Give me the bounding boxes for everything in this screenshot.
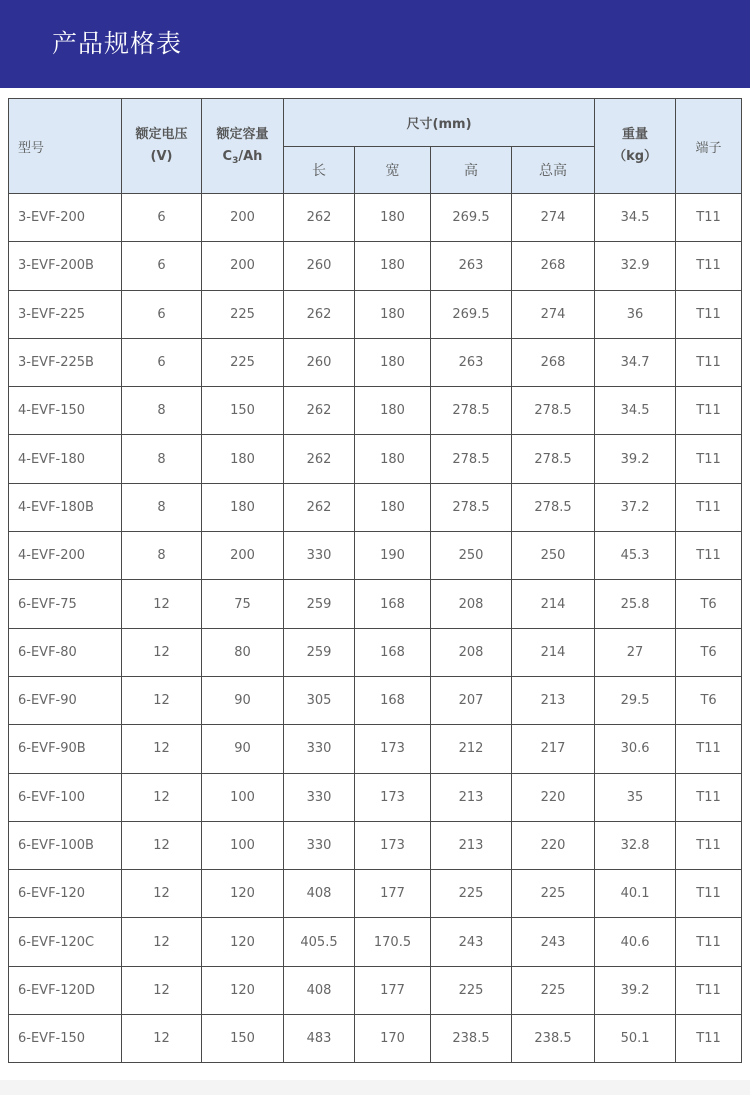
- cell-height: 208: [431, 580, 512, 628]
- table-row: [9, 628, 742, 676]
- cell-height: 212: [431, 725, 512, 773]
- cell-height: 278.5: [431, 435, 512, 483]
- cell-model: 6-EVF-90B: [9, 725, 122, 773]
- cell-width: 177: [355, 870, 431, 918]
- cell-total-height: 278.5: [512, 435, 595, 483]
- cell-weight: 32.9: [595, 242, 676, 290]
- cell-capacity: 75: [202, 580, 284, 628]
- cell-terminal: T11: [676, 532, 742, 580]
- cell-width: 190: [355, 532, 431, 580]
- cell-width: 173: [355, 821, 431, 869]
- cell-capacity: 200: [202, 194, 284, 242]
- cell-model: 6-EVF-120: [9, 870, 122, 918]
- cell-width: 180: [355, 338, 431, 386]
- cell-width: 168: [355, 676, 431, 724]
- cell-total-height: 225: [512, 966, 595, 1014]
- cell-weight: 37.2: [595, 483, 676, 531]
- cell-width: 180: [355, 290, 431, 338]
- cell-weight: 34.5: [595, 194, 676, 242]
- cell-voltage: 12: [122, 821, 202, 869]
- cell-voltage: 12: [122, 676, 202, 724]
- cell-terminal: T11: [676, 242, 742, 290]
- header-weight-label: 重量: [622, 127, 649, 142]
- cell-voltage: 12: [122, 870, 202, 918]
- cell-length: 259: [284, 628, 355, 676]
- header-total-height: 总高: [512, 147, 595, 194]
- cell-height: 269.5: [431, 290, 512, 338]
- cell-length: 260: [284, 338, 355, 386]
- cell-total-height: 278.5: [512, 387, 595, 435]
- table-header: [9, 99, 742, 194]
- cell-height: 278.5: [431, 387, 512, 435]
- cell-terminal: T11: [676, 194, 742, 242]
- cell-model: 6-EVF-75: [9, 580, 122, 628]
- header-capacity-ah: /Ah: [238, 149, 263, 164]
- cell-height: 243: [431, 918, 512, 966]
- cell-model: 4-EVF-200: [9, 532, 122, 580]
- cell-height: 208: [431, 628, 512, 676]
- table-body: [9, 194, 742, 1063]
- cell-length: 483: [284, 1015, 355, 1063]
- header-height: 高: [431, 147, 512, 194]
- title-banner: [0, 0, 750, 88]
- table-row: [9, 387, 742, 435]
- cell-total-height: 274: [512, 290, 595, 338]
- cell-total-height: 214: [512, 628, 595, 676]
- cell-voltage: 12: [122, 1015, 202, 1063]
- header-weight-unit: （kg）: [613, 149, 658, 164]
- cell-height: 269.5: [431, 194, 512, 242]
- cell-weight: 50.1: [595, 1015, 676, 1063]
- cell-length: 260: [284, 242, 355, 290]
- table-row: [9, 773, 742, 821]
- spec-table: [8, 98, 742, 1063]
- cell-weight: 39.2: [595, 966, 676, 1014]
- cell-height: 225: [431, 966, 512, 1014]
- cell-weight: 29.5: [595, 676, 676, 724]
- cell-total-height: 225: [512, 870, 595, 918]
- header-width: 宽: [355, 147, 431, 194]
- cell-model: 6-EVF-90: [9, 676, 122, 724]
- cell-voltage: 8: [122, 532, 202, 580]
- cell-width: 177: [355, 966, 431, 1014]
- cell-height: 263: [431, 242, 512, 290]
- cell-voltage: 12: [122, 918, 202, 966]
- cell-width: 180: [355, 483, 431, 531]
- cell-capacity: 80: [202, 628, 284, 676]
- cell-length: 330: [284, 532, 355, 580]
- cell-capacity: 180: [202, 483, 284, 531]
- page-title: 产品规格表: [52, 29, 183, 58]
- cell-height: 238.5: [431, 1015, 512, 1063]
- cell-total-height: 274: [512, 194, 595, 242]
- cell-weight: 30.6: [595, 725, 676, 773]
- cell-width: 170.5: [355, 918, 431, 966]
- table-row: [9, 870, 742, 918]
- cell-total-height: 214: [512, 580, 595, 628]
- cell-capacity: 120: [202, 870, 284, 918]
- cell-total-height: 217: [512, 725, 595, 773]
- cell-length: 305: [284, 676, 355, 724]
- cell-weight: 35: [595, 773, 676, 821]
- cell-voltage: 8: [122, 435, 202, 483]
- header-voltage-label: 额定电压: [135, 127, 188, 142]
- table-row: [9, 242, 742, 290]
- cell-width: 180: [355, 194, 431, 242]
- cell-capacity: 90: [202, 725, 284, 773]
- table-row: [9, 194, 742, 242]
- cell-terminal: T11: [676, 821, 742, 869]
- table-row: [9, 483, 742, 531]
- cell-weight: 36: [595, 290, 676, 338]
- cell-width: 173: [355, 725, 431, 773]
- cell-model: 3-EVF-225: [9, 290, 122, 338]
- cell-width: 170: [355, 1015, 431, 1063]
- table-row: [9, 966, 742, 1014]
- cell-voltage: 8: [122, 483, 202, 531]
- table-row: [9, 676, 742, 724]
- cell-height: 207: [431, 676, 512, 724]
- cell-length: 330: [284, 773, 355, 821]
- cell-length: 259: [284, 580, 355, 628]
- cell-height: 250: [431, 532, 512, 580]
- cell-terminal: T11: [676, 483, 742, 531]
- header-weight: [595, 99, 676, 194]
- cell-model: 3-EVF-200B: [9, 242, 122, 290]
- cell-voltage: 6: [122, 242, 202, 290]
- cell-model: 4-EVF-150: [9, 387, 122, 435]
- cell-model: 4-EVF-180: [9, 435, 122, 483]
- cell-width: 168: [355, 628, 431, 676]
- cell-capacity: 120: [202, 966, 284, 1014]
- cell-voltage: 12: [122, 966, 202, 1014]
- cell-terminal: T11: [676, 966, 742, 1014]
- cell-terminal: T6: [676, 580, 742, 628]
- cell-model: 3-EVF-200: [9, 194, 122, 242]
- cell-voltage: 6: [122, 338, 202, 386]
- cell-length: 262: [284, 194, 355, 242]
- table-row: [9, 725, 742, 773]
- cell-terminal: T11: [676, 725, 742, 773]
- cell-terminal: T11: [676, 338, 742, 386]
- header-capacity: [202, 99, 284, 194]
- cell-model: 6-EVF-100B: [9, 821, 122, 869]
- cell-terminal: T11: [676, 435, 742, 483]
- cell-width: 168: [355, 580, 431, 628]
- cell-height: 225: [431, 870, 512, 918]
- cell-width: 180: [355, 387, 431, 435]
- header-length: 长: [284, 147, 355, 194]
- cell-weight: 27: [595, 628, 676, 676]
- cell-capacity: 90: [202, 676, 284, 724]
- cell-terminal: T11: [676, 918, 742, 966]
- cell-width: 173: [355, 773, 431, 821]
- cell-voltage: 6: [122, 194, 202, 242]
- cell-length: 408: [284, 966, 355, 1014]
- cell-length: 262: [284, 435, 355, 483]
- cell-terminal: T11: [676, 1015, 742, 1063]
- cell-model: 6-EVF-120D: [9, 966, 122, 1014]
- cell-weight: 25.8: [595, 580, 676, 628]
- cell-length: 405.5: [284, 918, 355, 966]
- cell-terminal: T11: [676, 290, 742, 338]
- cell-total-height: 250: [512, 532, 595, 580]
- cell-capacity: 120: [202, 918, 284, 966]
- cell-length: 408: [284, 870, 355, 918]
- cell-capacity: 225: [202, 338, 284, 386]
- header-dimensions: 尺寸(mm): [284, 99, 595, 147]
- cell-capacity: 200: [202, 532, 284, 580]
- cell-model: 6-EVF-120C: [9, 918, 122, 966]
- cell-terminal: T11: [676, 773, 742, 821]
- cell-terminal: T6: [676, 628, 742, 676]
- header-capacity-subscript: 3: [232, 156, 239, 166]
- cell-height: 213: [431, 773, 512, 821]
- table-row: [9, 435, 742, 483]
- table-row: [9, 918, 742, 966]
- header-capacity-unit: [202, 146, 283, 168]
- cell-length: 262: [284, 483, 355, 531]
- cell-voltage: 12: [122, 628, 202, 676]
- cell-capacity: 225: [202, 290, 284, 338]
- table-row: [9, 338, 742, 386]
- cell-capacity: 100: [202, 773, 284, 821]
- cell-terminal: T6: [676, 676, 742, 724]
- cell-terminal: T11: [676, 387, 742, 435]
- cell-model: 3-EVF-225B: [9, 338, 122, 386]
- header-capacity-c: C: [222, 149, 233, 164]
- cell-total-height: 220: [512, 773, 595, 821]
- cell-height: 263: [431, 338, 512, 386]
- cell-voltage: 12: [122, 725, 202, 773]
- header-model: 型号: [9, 99, 122, 194]
- cell-weight: 40.6: [595, 918, 676, 966]
- cell-voltage: 12: [122, 580, 202, 628]
- cell-voltage: 12: [122, 773, 202, 821]
- cell-model: 4-EVF-180B: [9, 483, 122, 531]
- table-row: [9, 821, 742, 869]
- cell-capacity: 200: [202, 242, 284, 290]
- cell-length: 330: [284, 821, 355, 869]
- cell-width: 180: [355, 435, 431, 483]
- cell-weight: 34.5: [595, 387, 676, 435]
- cell-capacity: 100: [202, 821, 284, 869]
- cell-total-height: 268: [512, 338, 595, 386]
- cell-weight: 34.7: [595, 338, 676, 386]
- cell-width: 180: [355, 242, 431, 290]
- cell-voltage: 6: [122, 290, 202, 338]
- table-row: [9, 580, 742, 628]
- cell-total-height: 268: [512, 242, 595, 290]
- cell-length: 262: [284, 387, 355, 435]
- header-capacity-label: 额定容量: [216, 127, 269, 142]
- cell-height: 213: [431, 821, 512, 869]
- cell-capacity: 180: [202, 435, 284, 483]
- cell-total-height: 238.5: [512, 1015, 595, 1063]
- header-voltage-unit: (V): [150, 149, 173, 164]
- header-voltage: [122, 99, 202, 194]
- cell-total-height: 278.5: [512, 483, 595, 531]
- cell-capacity: 150: [202, 387, 284, 435]
- cell-length: 330: [284, 725, 355, 773]
- cell-voltage: 8: [122, 387, 202, 435]
- header-terminal: 端子: [676, 99, 742, 194]
- cell-model: 6-EVF-80: [9, 628, 122, 676]
- cell-weight: 39.2: [595, 435, 676, 483]
- cell-total-height: 243: [512, 918, 595, 966]
- cell-length: 262: [284, 290, 355, 338]
- cell-total-height: 220: [512, 821, 595, 869]
- spec-sheet: [0, 88, 750, 1080]
- cell-total-height: 213: [512, 676, 595, 724]
- cell-model: 6-EVF-150: [9, 1015, 122, 1063]
- cell-height: 278.5: [431, 483, 512, 531]
- table-row: [9, 1015, 742, 1063]
- cell-weight: 32.8: [595, 821, 676, 869]
- table-row: [9, 290, 742, 338]
- cell-terminal: T11: [676, 870, 742, 918]
- cell-model: 6-EVF-100: [9, 773, 122, 821]
- table-row: [9, 532, 742, 580]
- cell-weight: 40.1: [595, 870, 676, 918]
- cell-weight: 45.3: [595, 532, 676, 580]
- cell-capacity: 150: [202, 1015, 284, 1063]
